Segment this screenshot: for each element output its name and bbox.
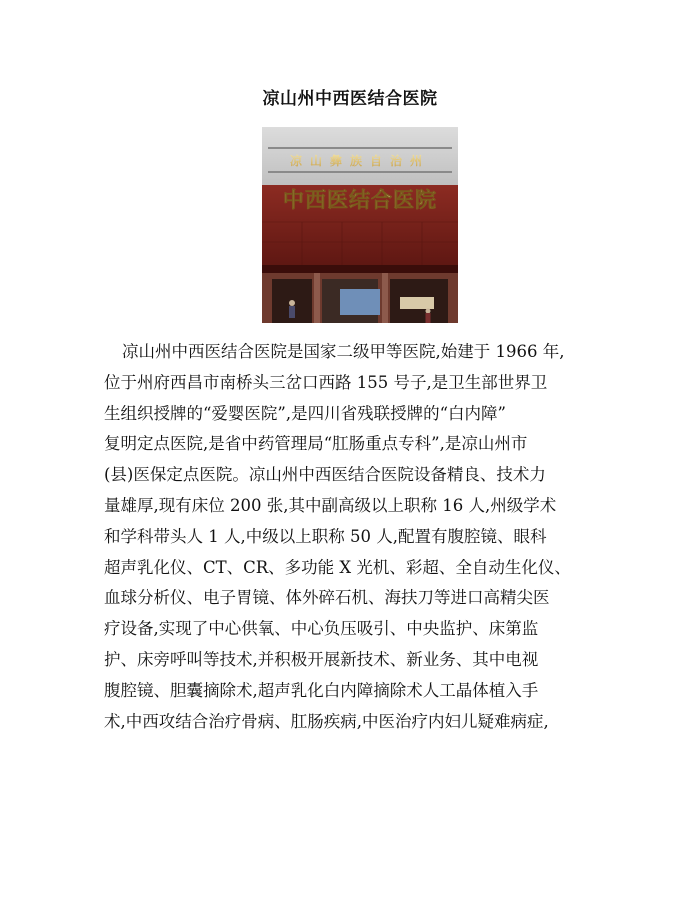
body-line-7: 和学科带头人 1 人,中级以上职称 50 人,配置有腹腔镜、眼科: [104, 526, 547, 546]
photo-sign-upper: 凉山彝族自治州: [289, 154, 431, 168]
body-line-1: 凉山州中西医结合医院是国家二级甲等医院,始建于 1966 年,: [122, 342, 565, 361]
document-body: [104, 337, 604, 737]
body-line-13: 术,中西攻结合治疗骨病、肛肠疾病,中医治疗内妇儿疑难病症,: [104, 711, 549, 731]
body-line-10: 疗设备,实现了中心供氧、中心负压吸引、中央监护、床第监: [104, 619, 539, 639]
document-title: 凉山州中西医结合医院: [262, 89, 438, 109]
body-line-3: 生组织授牌的“爱婴医院”,是四川省残联授牌的“白内障”: [104, 403, 506, 423]
hospital-building-photo: [262, 127, 458, 323]
body-line-6: 量雄厚,现有床位 200 张,其中副高级以上职称 16 人,州级学术: [104, 495, 557, 515]
body-line-8: 超声乳化仪、CT、CR、多功能 X 光机、彩超、全自动生化仪、: [104, 557, 571, 577]
body-line-11: 护、床旁呼叫等技术,并积极开展新技术、新业务、其中电视: [104, 649, 539, 669]
body-line-5: (县)医保定点医院。凉山州中西医结合医院设备精良、技术力: [104, 465, 546, 485]
body-line-9: 血球分析仪、电子胃镜、体外碎石机、海扶刀等进口高精尖医: [104, 588, 550, 608]
photo-sign-main: 中西医结合医院: [283, 188, 437, 212]
body-line-2: 位于州府西昌市南桥头三岔口西路 155 号子,是卫生部世界卫: [104, 372, 548, 392]
body-line-4: 复明定点医院,是省中药管理局“肛肠重点专科”,是凉山州市: [104, 434, 528, 454]
body-line-12: 腹腔镜、胆囊摘除术,超声乳化白内障摘除术人工晶体植入手: [104, 680, 539, 700]
